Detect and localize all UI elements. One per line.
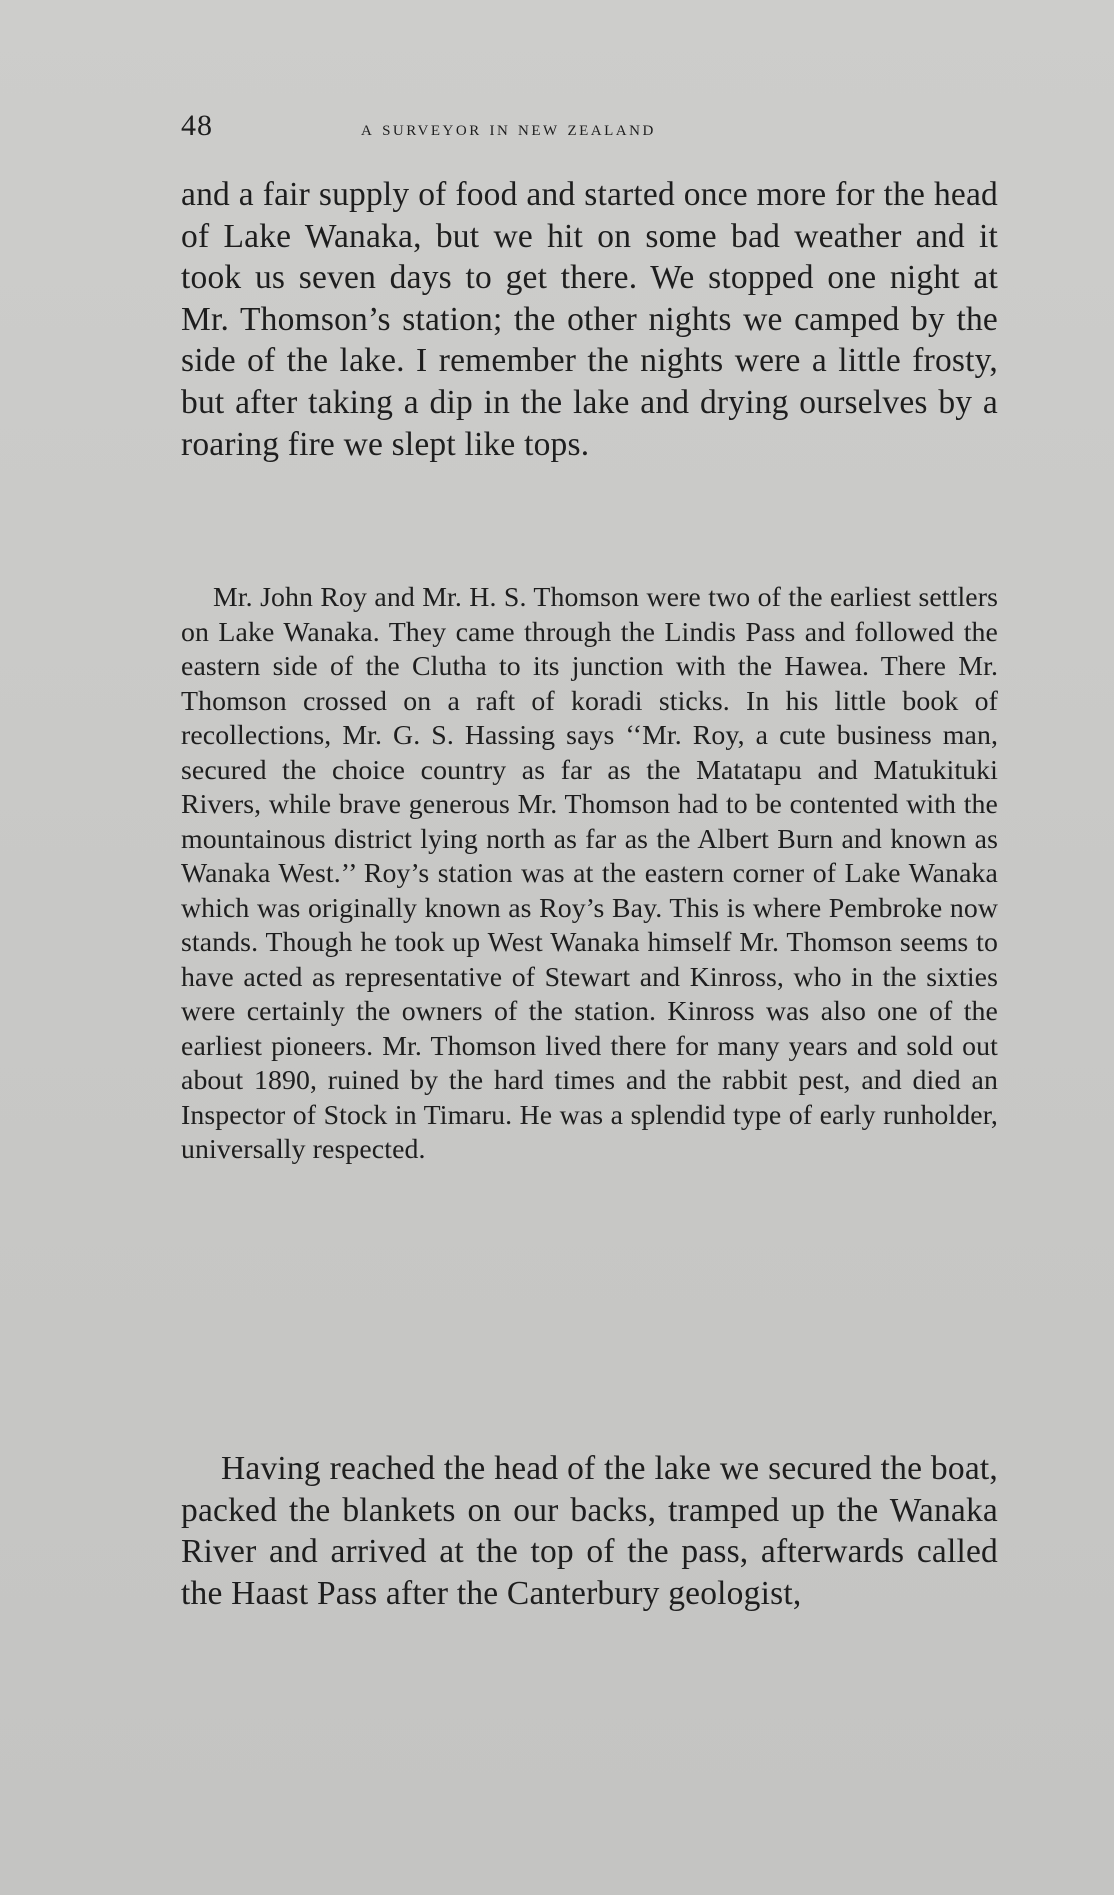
paragraph-main-1: and a fair supply of food and started once more for the head of Lake Wanaka, but we hit on some bad weather and it took us seven days to get there. We stopped one night at Mr. Thomson’s station; the other nights we camped by the side of the lake. I remember the nights were a little frosty, but after taking a dip in the lake and drying ourselves by a roaring fire we slept like tops. (181, 176, 998, 463)
page-number: 48 (181, 109, 213, 142)
running-title: a surveyor in new zealand (361, 116, 656, 140)
paragraph-aside-note: Mr. John Roy and Mr. H. S. Thomson were two of the earliest settlers on Lake Wanaka. They came through the Lindis Pass and followed the eastern side of the Clutha to its junction with the Hawea. There Mr. Thomson crossed on a raft of koradi sticks. In his little book of recollections, Mr. G. S. Hassing says ‘‘Mr. Roy, a cute business man, secured the choice country as far as the Matatapu and Matukituki Rivers, while brave generous Mr. Thomson had to be contented with the mountainous district lying north as far as the Albert Burn and known as Wanaka West.’’ Roy’s station was at the eastern corner of Lake Wanaka which was originally known as Roy’s Bay. This is where Pembroke now stands. Though he took up West Wanaka himself Mr. Thomson seems to have acted as representative of Stewart and Kinross, who in the sixties were certainly the owners of the station. Kinross was also one of the earliest pioneers. Mr. Thomson lived there for many years and sold out about 1890, ruined by the hard times and the rabbit pest, and died an Inspector of Stock in Timaru. He was a splendid type of early runholder, universally respected. (181, 582, 998, 1165)
page-header (181, 106, 1001, 150)
paragraph-main-2: Having reached the head of the lake we secured the boat, packed the blankets on our backs, tramped up the Wanaka River and arrived at the top of the pass, afterwards called the Haast Pass after the Canterbury geologist, (181, 1450, 998, 1612)
